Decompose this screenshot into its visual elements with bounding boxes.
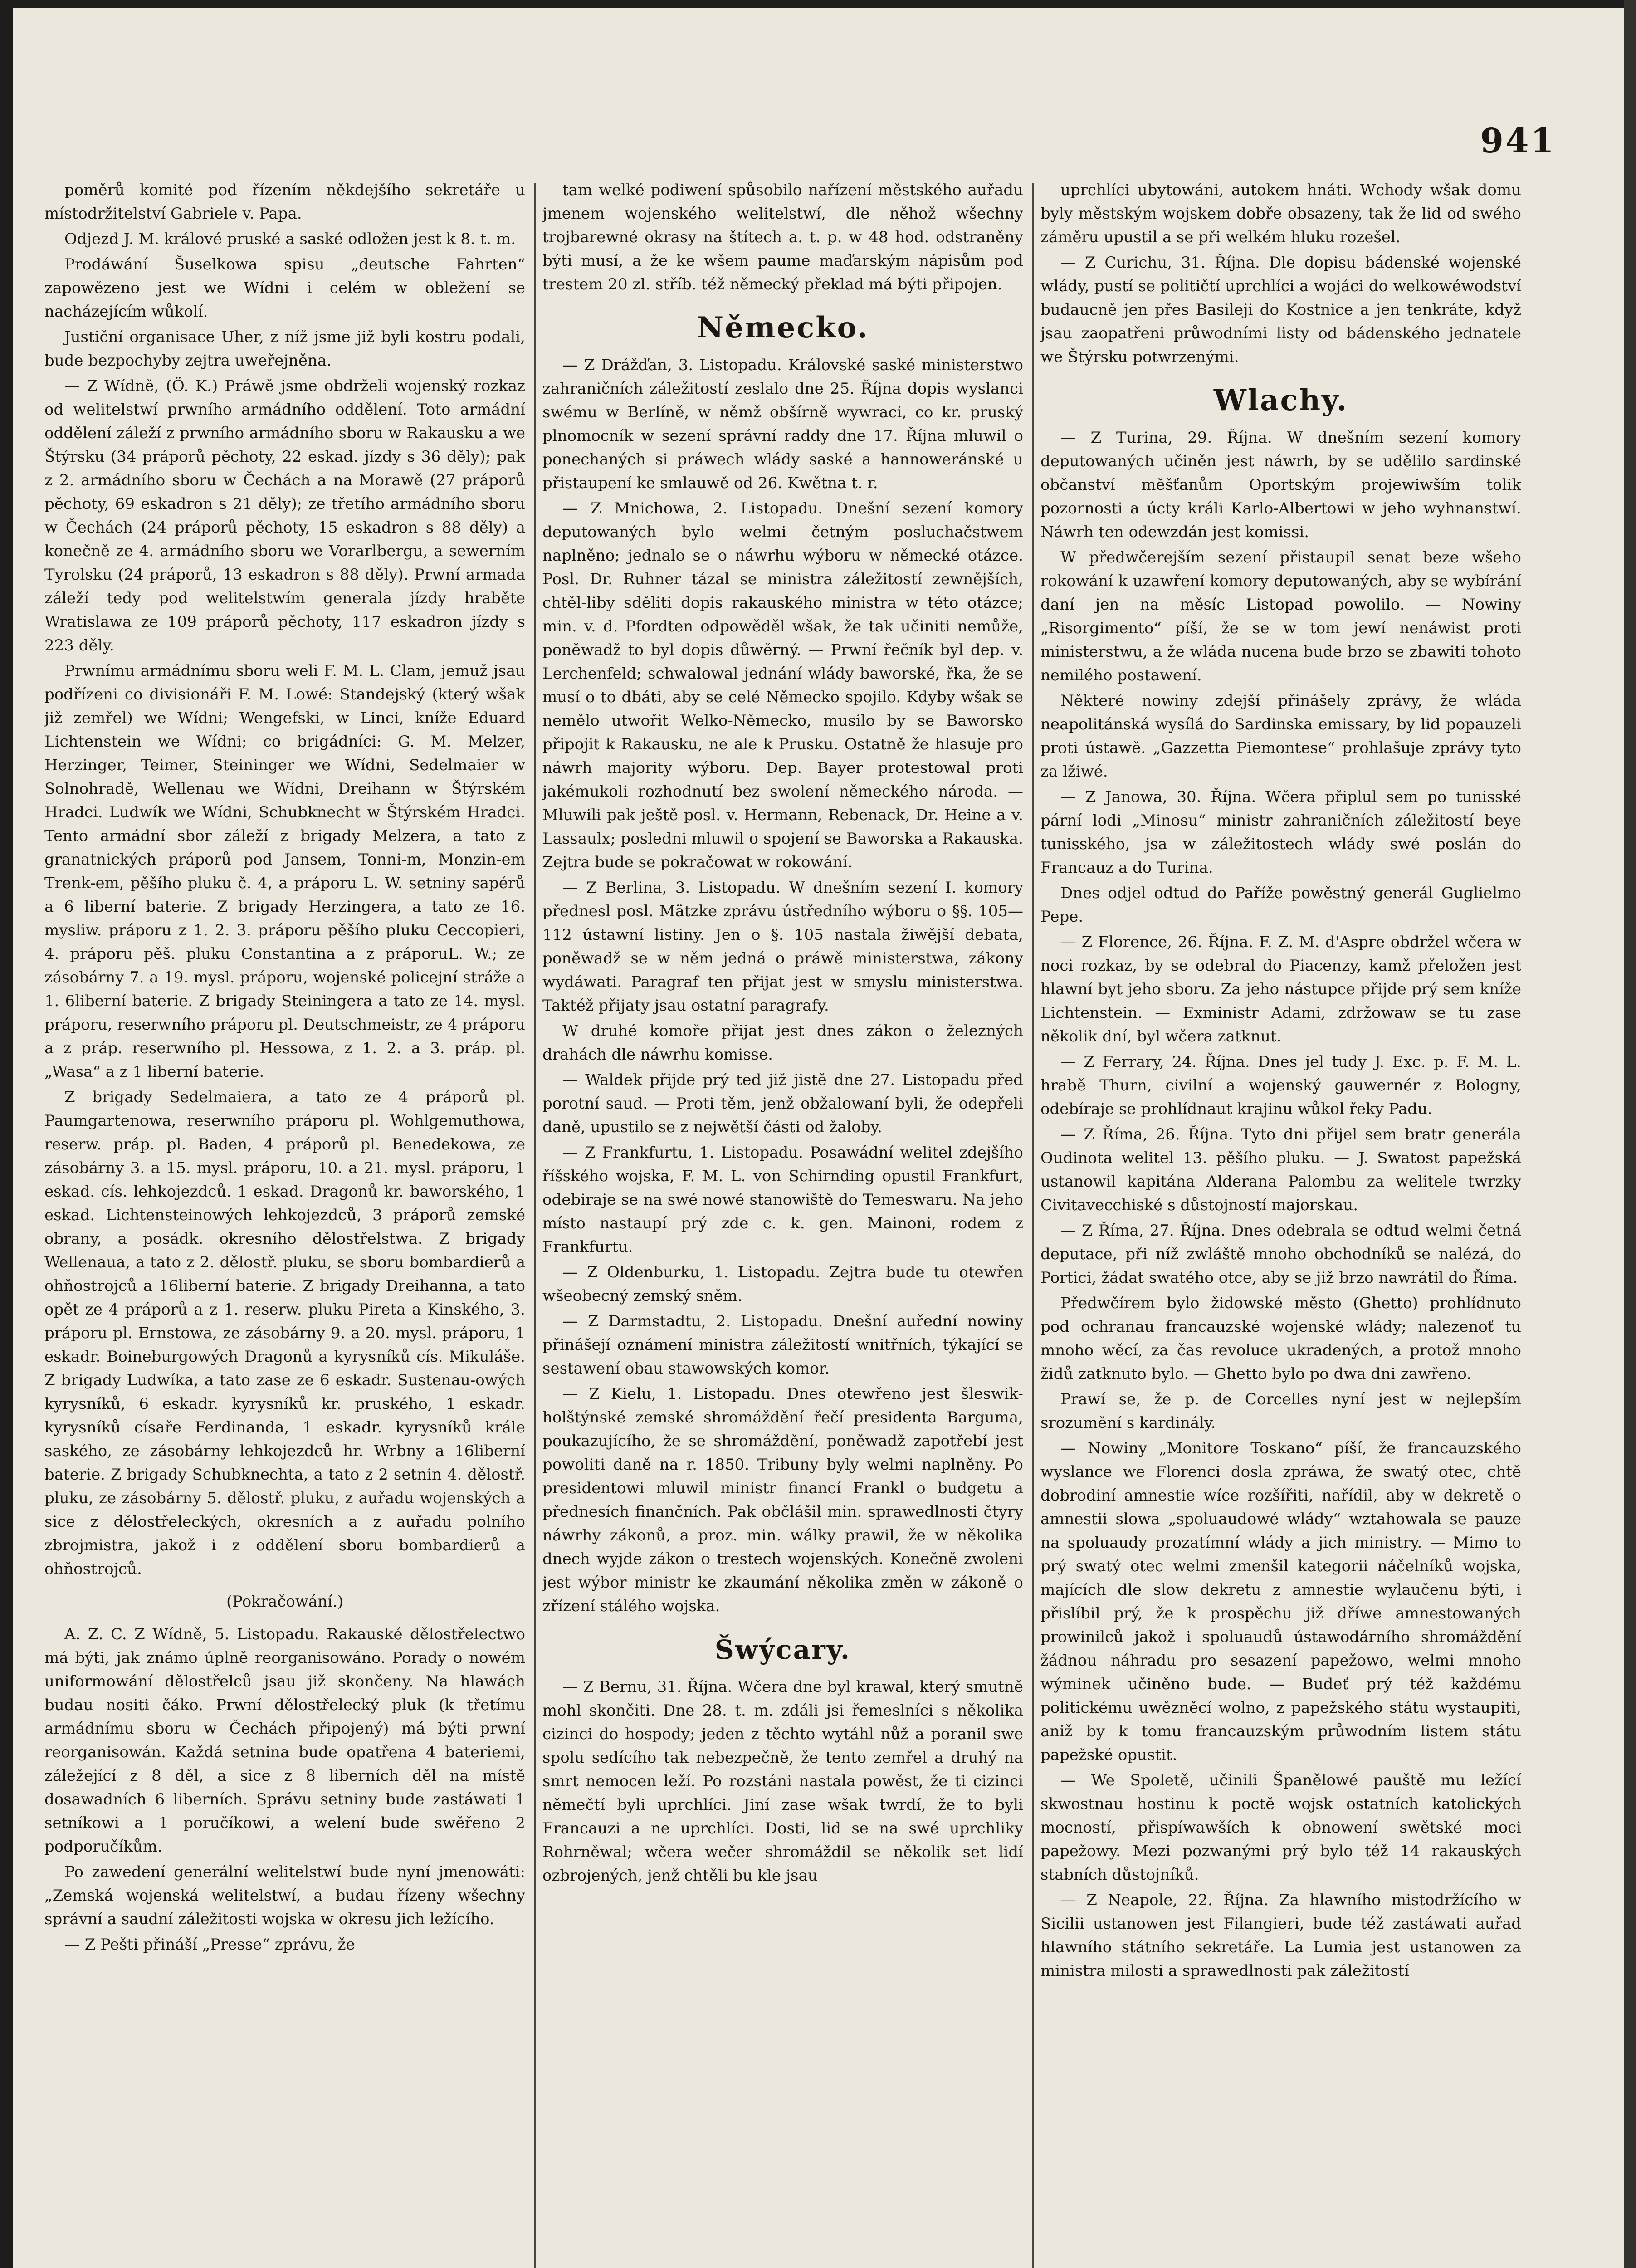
scan-edge [1624, 0, 1636, 2268]
paragraph: Z brigady Sedelmaiera, a tato ze 4 práporů pl. Paumgartenowa, reserwního práporu pl. Wohlgemuthowa, reserw. práp. pl. Baden, 4 práporů pl. Benedekowa, ze zásobárny 3. a 15. mysl. práporu, 10. a 21. mysl. práporu, 1 eskad. cís. lehkojezdců. 1 eskad. Dragonů kr. baworského, 1 eskad. Lichtensteinowých lehkojezdců, 3 práporů zemské obrany, a posádk. okresního dělostřelstwa. Z brigady Wellenaua, a tato z 2. dělostř. pluku, se sboru bombardierů a ohňostrojců a 16liberní baterie. Z brigady Dreihanna, a tato opět ze 4 práporů a z 1. reserw. pluku Pireta a Kinského, 3. práporu pl. Ernstowa, ze zásobárny 9. a 20. mysl. práporu, 1 eskadr. Boineburgowých Dragonů a kyrysníků cís. Mikuláše. Z brigady Ludwíka, a tato zase ze 6 eskadr. Sustenau-owých kyrysníků, 6 eskadr. kyrysníků kr. pruského, 1 eskadr. kyrysníků císaře Ferdinanda, 1 eskadr. kyrysníků krále saského, ze zásobárny lehkojezdců hr. Wrbny a 16liberní baterie. Z brigady Schubknechta, a tato z 2 setnin 4. dělostř. pluku, ze zásobárny 5. dělostř. pluku, z auřadu wojenských a sice z dělostřeleckých, okresních a z auřadu polního zbrojmistra, jakož i z oddělení sboru bombardierů a ohňostrojců. [44, 1088, 525, 1578]
paragraph: — Z Wídně, (Ö. K.) Práwě jsme obdrželi wojenský rozkaz od welitelstwí prwního armádního oddělení. Toto armádní oddělení záleží z prwního armádního sboru w Rakausku a we Štýrsku (34 práporů pěchoty, 22 eskad. jízdy s 36 děly); pak z 2. armádního sboru w Čechách a na Morawě (27 práporů pěchoty, 69 eskadron s 21 děly); ze třetího armádního sboru w Čechách (24 práporů pěchoty, 15 eskadron s 88 děly) a konečně ze 4. armádního sboru we Vorarlbergu, a sewerním Tyrolsku (24 práporů, 13 eskadron s 88 děly). Prwní armada záleží tedy pod welitelstwím generala jízdy hraběte Wratislawa ze 109 práporů pěchoty, 117 eskadron jízdy s 223 děly. [44, 377, 525, 655]
section-heading-italy: Wlachy. [1213, 383, 1348, 417]
paragraph: — Z Oldenburku, 1. Listopadu. Zejtra bude tu otewřen wšeobecný zemský sněm. [542, 1263, 1023, 1305]
paragraph: — Waldek přijde prý ted již jistě dne 27. Listopadu před porotní saud. — Proti těm, jenž obžalowaní byli, že odepřeli daně, upustilo se z nejwětší části od žaloby. [542, 1071, 1023, 1136]
newspaper-page [13, 8, 1624, 2268]
paragraph: Předwčírem bylo židowské město (Ghetto) prohlídnuto pod ochranau francauzské wojenské wlády; nalezenoť tu mnoho wěcí, za čas revoluce ukradených, a protož mnoho židů zatknuto bylo. — Ghetto bylo po dwa dni zawřeno. [1040, 1294, 1521, 1383]
paragraph: — Z Janowa, 30. Října. Wčera připlul sem po tunisské pární lodi „Minosu“ ministr zahraničních záležitostí beye tunisského, jsa w záležitostech wlády swé poslán do Francauz a do Turina. [1040, 788, 1521, 877]
paragraph: Dnes odjel odtud do Paříže powěstný generál Guglielmo Pepe. [1040, 884, 1521, 926]
paragraph: Některé nowiny zdejší přinášely zprávy, že wláda neapolitánská wysílá do Sardinska emissary, by lid popauzeli proti ústawě. „Gazzetta Piemontese“ prohlašuje zprávy tyto za lžiwé. [1040, 692, 1521, 781]
paragraph: A. Z. C. Z Wídně, 5. Listopadu. Rakauské dělostřelectwo má býti, jak známo úplně reorganisowáno. Porady o nowém uniformowání dělostřelců jsau již skončeny. Na hlawách budau nositi čáko. Prwní dělostřelecký pluk (k třetímu armádnímu sboru w Čechách připojený) má býti prwní reorganisowán. Každá setnina bude opatřena 4 bateriemi, záležející z 8 děl, a sice z 8 liberních děl na místě dosawadních 6 liberních. Správu setniny bude zastáwati 1 setníkowi a 1 poručíkowi, a welení bude swěřeno 2 podporučíkům. [44, 1625, 525, 1856]
paragraph: — Z Berlina, 3. Listopadu. W dnešním sezení I. komory přednesl posl. Mätzke zprávu ústředního wýboru o §§. 105—112 ústawní listiny. Jen o §. 105 nastala žiwější debata, poněwadž se w něm jedná o práwě ministerstwa, zákony wydáwati. Paragraf ten přijat jest w smyslu ministerstwa. Taktéž přijaty jsau ostatní paragrafy. [542, 879, 1023, 1015]
paragraph: uprchlíci ubytowáni, autokem hnáti. Wchody wšak domu byly městským wojskem dobře obsazeny, tak že lid od swého záměru upustil a se při welkém hluku rozešel. [1040, 181, 1521, 246]
paragraph: Prodáwání Šuselkowa spisu „deutsche Fahrten“ zapowězeno jest we Wídni i celém w obležení se nacházejícím wůkolí. [44, 255, 525, 321]
paragraph: — Z Turina, 29. Října. W dnešním sezení komory deputowaných učiněn jest náwrh, by se udělilo sardinské občanství měšťanům Oportským projewiwším tolik pozornosti a úcty králi Karlo-Albertowi w jeho wyhnanstwí. Náwrh ten odewzdán jest komissi. [1040, 429, 1521, 541]
column-2 [542, 178, 1023, 2268]
paragraph: — Z Drážďan, 3. Listopadu. Královské saské ministerstwo zahraničních záležitostí zeslalo dne 25. Října dopis wyslanci swému w Berlíně, w němž obšírně wywraci, co kr. pruský plnomocník w sezení správní raddy dne 17. Října mluwil o ponechaných si práwech wlády saské a hannoweránské u přistaupení ke smlauwě od 26. Kwětna t. r. [542, 356, 1023, 492]
paragraph: — Z Pešti přináší „Presse“ zprávu, že [64, 1936, 355, 1954]
paragraph: Prwnímu armádnímu sboru weli F. M. L. Clam, jemuž jsau podřízeni co divisionáři F. M. Lowé: Standejský (který wšak již zemřel) we Wídni; Wengefski, w Linci, kníže Eduard Lichtenstein we Wídni; co brigádníci: G. M. Melzer, Herzinger, Teimer, Steininger we Wídni, Sedelmaier w Solnohradě, Wellenau we Wídni, Dreihann w Štýrském Hradci. Ludwík we Wídni, Schubknecht w Štýrském Hradci. Tento armádní sbor záleží z brigady Melzera, a tato z granatnických práporů pod Jansem, Tonni-m, Monzin-em Trenk-em, pěšího pluku č. 4, a práporu L. W. setniny sapérů a 6 liberní baterie. Z brigady Herzingera, a tato ze 16. mysliw. práporu z 1. 2. 3. práporu pěšího pluku Ceccopieri, 4. práporu pěš. pluku Constantina a z práporuL. W.; ze zásobárny 7. a 19. mysl. práporu, wojenské policejní stráže a 1. 6liberní baterie. Z brigady Steiningera a tato ze 14. mysl. práporu, reserwního práporu pl. Deutschmeistr, ze 4 práporu a z práp. reserwního pl. Hessowa, z 1. 2. a 3. práp. pl. „Wasa“ a z 1 liberní baterie. [44, 662, 525, 1081]
page-number: 941 [1480, 122, 1556, 161]
paragraph: — Z Curichu, 31. Října. Dle dopisu bádenské wojenské wlády, pustí se političtí uprchlíci a wojáci do welkowéwodství budaucně jen přes Basileji do Kostnice a jen tenkráte, když jsau zaopatřeni průwodními listy od bádenského jednatele we Štýrsku potwrzenými. [1040, 254, 1521, 366]
paragraph: W druhé komoře přijat jest dnes zákon o železných drahách dle náwrhu komisse. [542, 1022, 1023, 1064]
column-1 [44, 178, 525, 2268]
column-divider [1032, 183, 1034, 2268]
paragraph: — Z Bernu, 31. Října. Wčera dne byl krawal, který smutně mohl skončiti. Dne 28. t. m. zdáli jsi řemeslníci s několika cizinci do hospody; jeden z těchto wytáhl nůž a poranil swe spolu sedícího tak nebezpečně, že tento zemřel a druhý na smrt nemocen leží. Po rozstáni nastala powěst, že ti cizinci němečtí byli uprchlíci. Jiní zase wšak twrdí, že to byli Francauzi a ne uprchlíci. Dosti, lid se na swé uprchliky Rohrněwal; wčera wečer shromáždil se několik set lidí ozbrojených, jenž chtěli bu kle jsau [542, 1678, 1023, 1885]
paragraph: — Z Neapole, 22. Října. Za hlawního mistodržícího w Sicilii ustanowen jest Filangieri, bude též zastáwati auřad hlawního státního sekretáře. La Lumia jest ustanowen za ministra milosti a sprawedlnosti pak záležitostí [1040, 1891, 1521, 1980]
section-heading-switzerland: Šwýcary. [714, 1634, 851, 1665]
column-divider [534, 183, 536, 2268]
paragraph: Po zawedení generální welitelstwí bude nyní jmenowáti: „Zemská wojenská welitelstwí, a budau řízeny wšechny správní a saudní záležitosti wojska w okresu jich ležícího. [44, 1863, 525, 1928]
paragraph: — We Spoletě, učinili Španělowé pauště mu ležící skwostnau hostinu k poctě wojsk ostatních katolických mocností, přispíwawších k obnowení swětské moci papežowy. Mezi pozwanými prý bylo též 14 rakauských stabních důstojníků. [1040, 1771, 1521, 1884]
continuation-note: (Pokračowání.) [226, 1593, 344, 1611]
paragraph: Justiční organisace Uher, z níž jsme již byli kostru podali, bude bezpochyby zejtra uweřejněna. [44, 328, 525, 370]
paragraph: Odjezd J. M. králové pruské a saské odložen jest k 8. t. m. [64, 230, 516, 248]
paragraph: — Z Říma, 27. Října. Dnes odebrala se odtud welmi četná deputace, při níž zwláště mnoho obchodníků se nalézá, do Portici, žádat swatého otce, aby se již brzo nawrátil do Říma. [1040, 1222, 1521, 1287]
paragraph: — Z Florence, 26. Října. F. Z. M. d'Aspre obdržel wčera w noci rozkaz, by se odebral do Piacenzy, kamž přeložen jest hlawní byt jeho sboru. Za jeho nástupce přijde prý sem kníže Lichtenstein. — Exministr Adami, zdržowaw se tu zase několik dní, byl wčera zatknut. [1040, 933, 1521, 1046]
paragraph: tam welké podiwení spůsobilo nařízení městského auřadu jmenem wojenského welitelstwí, dle něhož wšechny trojbarewné okrasy na štítech a. t. p. w 48 hod. odstraněny býti musí, a že ke wšem paume maďarským nápisům pod trestem 20 zl. stříb. též německý překlad má býti připojen. [542, 181, 1023, 293]
paragraph: — Z Darmstadtu, 2. Listopadu. Dnešní auřední nowiny přinášejí oznámení ministra záležitostí wnitřních, týkající se sestawení obau stawowských komor. [542, 1312, 1023, 1378]
paragraph: — Z Ferrary, 24. Října. Dnes jel tudy J. Exc. p. F. M. L. hrabě Thurn, civilní a wojenský gauwernér z Bologny, odebíraje se prohlídnaut krajinu wůkol řeky Padu. [1040, 1053, 1521, 1118]
paragraph: poměrů komité pod řízením někdejšího sekretáře u místodržitelství Gabriele v. Papa. [44, 181, 525, 223]
section-heading-germany: Německo. [697, 311, 869, 345]
paragraph: W předwčerejším sezení přistaupil senat beze wšeho rokowání k uzawření komory deputowaných, aby se wybírání daní jen na měsíc Listopad powolilo. — Nowiny „Risorgimento“ píší, že se w tom jewí nenáwist proti ministerstwu, a že wláda nucena bude brzo se zbawiti tohoto nemilého postawení. [1040, 548, 1521, 684]
paragraph: — Z Kielu, 1. Listopadu. Dnes otewřeno jest šleswik-holštýnské zemské shromáždění řečí presidenta Barguma, poukazujícího, že se shromáždění, poněwadž zapotřebí jest powoliti daně na r. 1850. Tribuny byly welmi naplněny. Po presidentowi mluwil ministr financí Frankl o budgetu a přednesích finančních. Pak občlášil min. sprawedlnosti čtyry náwrhy zákonů, a proz. min. wálky prawil, že w několika dnech wyjde zákon o trestech wojenských. Konečně zwoleni jest wýbor ministr ke zkaumání několika změn w zákoně o zřízení stálého wojska. [542, 1385, 1023, 1615]
paragraph: — Z Frankfurtu, 1. Listopadu. Posawádní welitel zdejšího říšského wojska, F. M. L. von Schirnding opustil Frankfurt, odebiraje se na swé nowé stanowiště do Temeswaru. Na jeho místo nastaupí prý zde c. k. gen. Mainoni, rodem z Frankfurtu. [542, 1144, 1023, 1256]
column-3 [1040, 178, 1521, 2268]
paragraph: Prawí se, že p. de Corcelles nyní jest w nejlepším srozumění s kardinály. [1040, 1390, 1521, 1432]
paragraph: — Z Říma, 26. Října. Tyto dni přijel sem bratr generála Oudinota welitel 13. pěšího pluku. — J. Swatost papežská ustanowil kapitána Alderana Palombu za welitele twrzky Civitavecchiské s důstojností majorskau. [1040, 1125, 1521, 1214]
paragraph: — Nowiny „Monitore Toskano“ píší, že francauzského wyslance we Florenci dosla zpráwa, že swatý otec, chtě dobrodiní amnestie wíce rozšířiti, nařídil, aby w dekretě o amnestii slowa „spoluaudowé wlády“ wztahowala se pauze na spoluaudy prozatímní wlády a jich ministry. — Mimo to prý swatý otec welmi zmenšil kategorii náčelníků wojska, majících dle slow dekretu z amnestie wylaučenu býti, i přislíbil prý, že k prospěchu již dříwe amnestowaných prowinilců jakož i spoluaudů ústawodárního shromáždění žádnou náhradu pro sesazení papežowo, welmi mnoho wýminek učiněno bude. — Budeť prý též každému politickému uwězněcí wolno, z papežského státu wystaupiti, aniž by k tomu francauzským průwodním listem státu papežské opustit. [1040, 1439, 1521, 1764]
paragraph: — Z Mnichowa, 2. Listopadu. Dnešní sezení komory deputowaných bylo welmi četným posluchačstwem naplněno; jednalo se o náwrhu wýboru w německé otázce. Posl. Dr. Ruhner tázal se ministra záležitostí zewnějších, chtěl-liby sděliti dopis rakauského ministra w této otázce; min. v. d. Pfordten odpowěděl wšak, že tak učiniti nemůže, poněwadž to byl dopis důwěrný. — Prwní řečník byl dep. v. Lerchenfeld; schwalowal jednání wlády baworské, řka, že se musí o to dbáti, aby se celé Německo spojilo. Kdyby wšak se nemělo utwořit Welko-Německo, musilo by se Baworsko připojit k Rakausku, ne ale k Prusku. Ostatně že hlasuje pro náwrh majority wýboru. Dep. Bayer protestowal proti jakémukoli rozhodnutí bez swolení německého národa. — Mluwili pak ještě posl. v. Hermann, Rebenack, Dr. Heine a v. Lassaulx; posledni mluwil o spojení se Baworska a Rakauska. Zejtra bude se pokračowat w rokowání. [542, 499, 1023, 871]
